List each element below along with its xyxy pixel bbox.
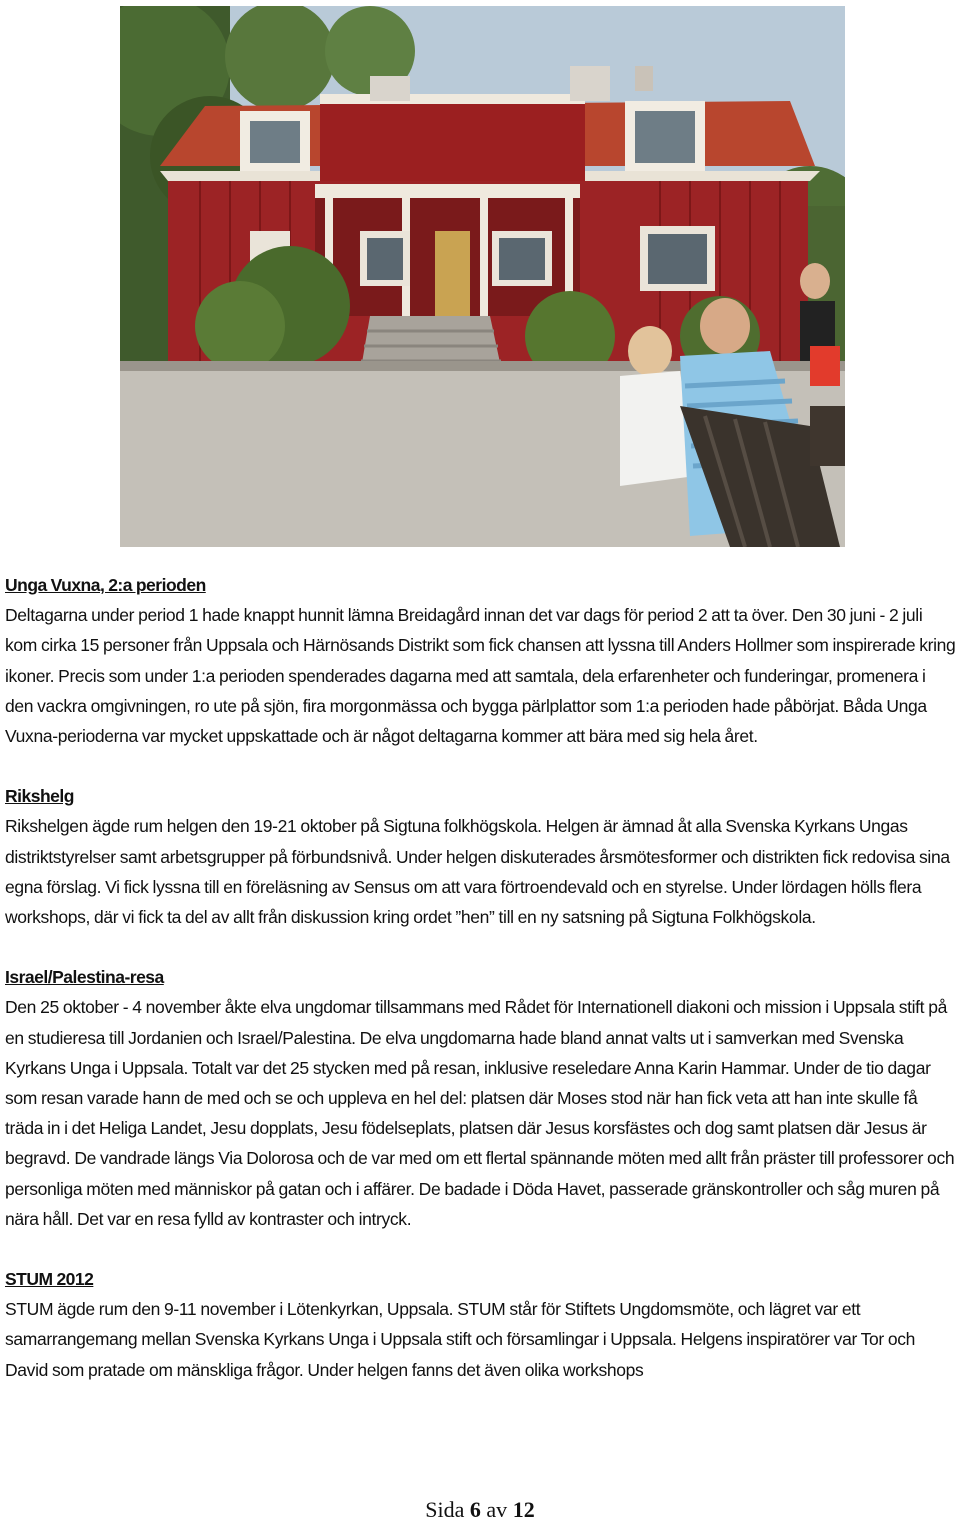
section-stum-2012	[5, 1264, 957, 1385]
section-unga-vuxna	[5, 570, 957, 751]
section-rikshelg	[5, 781, 957, 932]
section-paragraph: Deltagarna under period 1 hade knappt hunnit lämna Breidagård innan det var dags för period 2 att ta över. Den 30 juni - 2 juli kom cirka 15 personer från Uppsala och Härnösands Distrikt som fick chansen att lyssna till Anders Hollmer som inspirerade kring ikoner. Precis som under 1:a perioden spenderades dagarna med att samtala, dela erfarenheter och funderingar, promenera i den vackra omgivningen, ro ute på sjön, fira morgonmässa och bygga pärlplattor som 1:a perioden hade påbörjat. Båda Unga Vuxna-perioderna var mycket uppskattade och är något deltagarna kommer att bära med sig hela året.	[5, 605, 956, 747]
section-heading: Rikshelg	[5, 786, 74, 807]
section-israel-palestina	[5, 962, 957, 1234]
section-heading: STUM 2012	[5, 1269, 94, 1290]
page-separator: av	[486, 1497, 508, 1522]
house-photo	[120, 6, 845, 547]
section-heading: Israel/Palestina-resa	[5, 967, 164, 988]
total-pages: 12	[512, 1497, 535, 1522]
house-photo-icon	[120, 6, 845, 547]
current-page: 6	[469, 1497, 481, 1522]
section-heading: Unga Vuxna, 2:a perioden	[5, 575, 206, 595]
page-prefix: Sida	[425, 1497, 465, 1522]
section-paragraph: Den 25 oktober - 4 november åkte elva ungdomar tillsammans med Rådet för Internationell diakoni och mission i Uppsala stift på en studieresa till Jordanien och Israel/Palestina. De elva ungdomarna hade bland annat valts ut i samverkan med Svenska Kyrkans Unga i Uppsala. Totalt var det 25 stycken med på resan, inklusive reseledare Anna Karin Hammar. Under de tio dagar som resan varade hann de med och se och uppleva en hel del: platsen där Moses stod när han fick veta att han inte skulle få träda in i det Heliga Landet, Jesu dopplats, Jesu födelseplats, platsen där Jesus korsfästes och dog samt platsen där Jesus är begravd. De vandrade längs Via Dolorosa och de var med om ett flertal spännande möten med allt från präster till professorer och personliga möten med människor på gatan och i affärer. De badade i Döda Havet, passerade gränskontroller och såg muren på nära håll. Det var en resa fylld av kontraster och intryck.	[5, 997, 955, 1229]
document-body	[5, 570, 957, 1385]
page-number-footer	[0, 1497, 960, 1523]
section-paragraph: Rikshelgen ägde rum helgen den 19-21 oktober på Sigtuna folkhögskola. Helgen är ämnad åt alla Svenska Kyrkans Ungas distriktstyrelser samt arbetsgrupper på förbundsnivå. Under helgen diskuterades årsmötesformer och distrikten fick redovisa sina egna förslag. Vi fick lyssna till en föreläsning av Sensus om att vara förtroendevald och en styrelse. Under lördagen hölls flera workshops, där vi fick ta del av allt från diskussion kring ordet ”hen” till en ny satsning på Sigtuna Folkhögskola.	[5, 816, 950, 928]
section-paragraph: STUM ägde rum den 9-11 november i Lötenkyrkan, Uppsala. STUM står för Stiftets Ungdomsmöte, och lägret var ett samarrangemang mellan Svenska Kyrkans Unga i Uppsala stift och församlingar i Uppsala. Helgens inspiratörer var Tor och David som pratade om mänskliga frågor. Under helgen fanns det även olika workshops	[5, 1299, 916, 1380]
